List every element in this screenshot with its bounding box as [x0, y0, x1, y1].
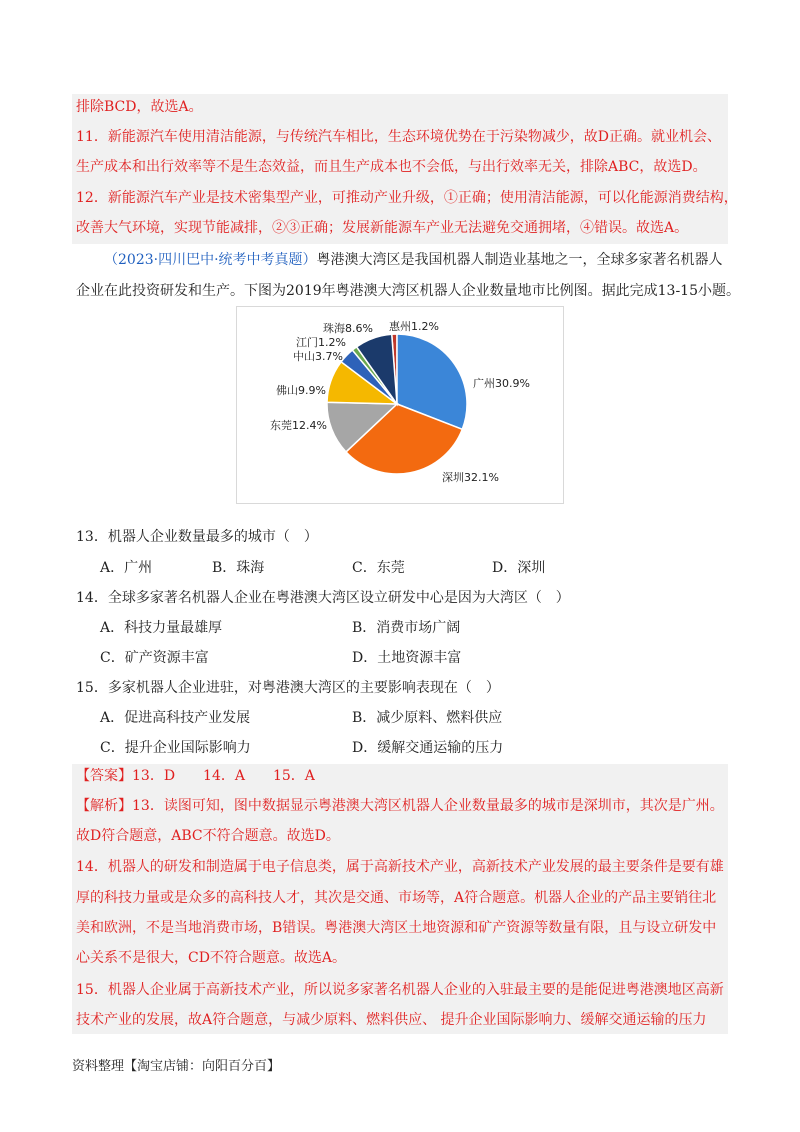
pie-label-5: 中山3.7% [293, 350, 343, 363]
pie-label-3: 东莞12.4% [270, 419, 327, 432]
q13-option-d: D．深圳 [492, 560, 546, 576]
q12-analysis-line-2: 改善大气环境，实现节能减排，②③正确；发展新能源车产业无法避免交通拥堵，④错误。故选A。 [76, 220, 689, 236]
pie-chart-frame [236, 306, 564, 504]
analysis-14-line-1: 14．机器人的研发和制造属于电子信息类，属于高新技术产业，高新技术产业发展的最主要条件是要有雄 [76, 859, 724, 875]
pie-label-7: 珠海8.6% [323, 322, 373, 335]
q11-analysis-line-1: 11．新能源汽车使用清洁能源，与传统汽车相比，生态环境优势在于污染物减少，故D正确。就业机会、 [76, 129, 722, 145]
footer-text: 资料整理【淘宝店铺：向阳百分百】 [72, 1059, 281, 1074]
analysis-13-line-1: 【解析】13．读图可知，图中数据显示粤港澳大湾区机器人企业数量最多的城市是深圳市，其次是广州。 [76, 798, 724, 814]
pie-label-2: 深圳32.1% [442, 471, 499, 484]
intro-line-2: 企业在此投资研发和生产。下图为2019年粤港澳大湾区机器人企业数量地市比例图。据此完成13-15小题。 [76, 283, 740, 299]
q13-option-b: B．珠海 [212, 560, 265, 576]
q14-option-b: B．消费市场广阔 [352, 620, 461, 636]
analysis-14-line-4: 心关系不是很大，CD不符合题意。故选A。 [76, 950, 347, 966]
analysis-14-line-2: 厚的科技力量或是众多的高科技人才，其次是交通、市场等，A符合题意。机器人企业的产品主要销往北 [76, 890, 717, 906]
intro-text-1: 粤港澳大湾区是我国机器人制造业基地之一，全球多家著名机器人 [316, 252, 723, 268]
q14-option-d: D．土地资源丰富 [352, 650, 462, 666]
question-source: （2023·四川巴中·统考中考真题） [104, 252, 317, 268]
q11-analysis-line-2: 生产成本和出行效率等不是生态效益，而且生产成本也不会低，与出行效率无关，排除ABC，故选D。 [76, 159, 707, 175]
intro-line-1 [104, 250, 723, 270]
analysis-14-line-3: 美和欧洲，不是当地消费市场，B错误。粤港澳大湾区土地资源和矿产资源等数量有限，且与设立研发中 [76, 920, 717, 936]
q15-option-a: A．促进高科技产业发展 [100, 710, 251, 726]
pie-label-4: 佛山9.9% [276, 384, 326, 397]
analysis-15-line-1: 15．机器人企业属于高新技术产业，所以说多家著名机器人企业的入驻最主要的是能促进粤港澳地区高新 [76, 982, 724, 998]
pie-label-0: 惠州1.2% [389, 320, 439, 333]
q15-option-d: D．缓解交通运输的压力 [352, 740, 504, 756]
q14-option-c: C．矿产资源丰富 [100, 650, 209, 666]
q15-option-c: C．提升企业国际影响力 [100, 740, 251, 756]
pie-chart [237, 307, 563, 503]
q13-option-a: A．广州 [100, 560, 153, 576]
q14-option-a: A．科技力量最雄厚 [100, 620, 223, 636]
q13-stem: 13．机器人企业数量最多的城市（ ） [76, 529, 318, 545]
q15-stem: 15．多家机器人企业进驻，对粤港澳大湾区的主要影响表现在（ ） [76, 680, 500, 696]
q12-analysis-line-1: 12．新能源汽车产业是技术密集型产业，可推动产业升级，①正确；使用清洁能源，可以化能源消费结构， [76, 190, 738, 206]
q15-option-b: B．减少原料、燃料供应 [352, 710, 503, 726]
pie-label-1: 广州30.9% [473, 377, 530, 390]
q14-stem: 14．全球多家著名机器人企业在粤港澳大湾区设立研发中心是因为大湾区（ ） [76, 590, 570, 606]
q13-option-c: C．东莞 [352, 560, 405, 576]
pie-label-6: 江门1.2% [296, 336, 346, 349]
analysis-15-line-2: 技术产业的发展，故A符合题意，与减少原料、燃料供应、 提升企业国际影响力、缓解交通运输的压力 [76, 1012, 707, 1028]
answer-line: 【答案】13．D 14．A 15．A [76, 768, 315, 784]
top-line-1: 排除BCD，故选A。 [76, 99, 203, 115]
analysis-13-line-2: 故D符合题意，ABC不符合题意。故选D。 [76, 828, 340, 844]
